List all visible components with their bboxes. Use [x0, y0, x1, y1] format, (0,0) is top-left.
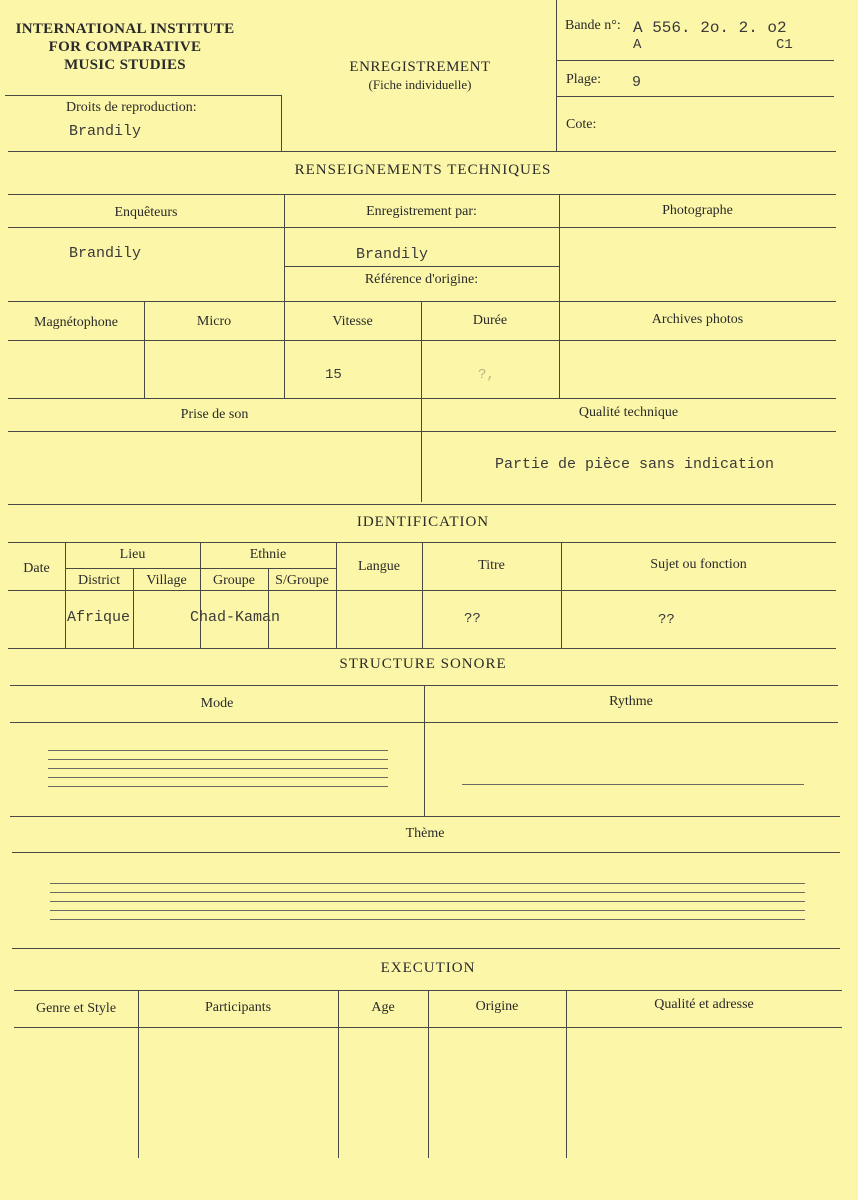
titre-value: ?? [464, 611, 481, 627]
divider [8, 590, 836, 591]
execution-section-title: EXECUTION [380, 960, 476, 976]
divider [566, 991, 567, 1158]
bande-value: A 556. 2o. 2. o2 [633, 19, 787, 37]
rythme-line [462, 784, 804, 785]
divider [424, 686, 425, 816]
theme-label: Thème [405, 826, 445, 841]
rights-value: Brandily [69, 123, 142, 140]
plage-label: Plage: [566, 72, 601, 87]
sujet-label: Sujet ou fonction [650, 557, 747, 572]
divider [336, 543, 337, 649]
divider [556, 96, 834, 97]
magnetophone-label: Magnétophone [34, 315, 118, 330]
sgroupe-label: S/Groupe [275, 573, 329, 588]
bande-value-a: A [633, 37, 642, 53]
duree-label: Durée [472, 313, 508, 328]
structure-section-title: STRUCTURE SONORE [339, 656, 507, 672]
divider [133, 569, 134, 649]
qualite-technique-label: Qualité technique [578, 405, 679, 420]
divider [284, 266, 559, 267]
divider [422, 543, 423, 649]
origine-label: Origine [475, 999, 519, 1014]
prise-de-son-label: Prise de son [180, 407, 249, 422]
divider [138, 991, 139, 1158]
village-label: Village [146, 573, 187, 588]
archives-label: Archives photos [651, 312, 744, 327]
divider [421, 302, 422, 502]
institute-name-line3: MUSIC STUDIES [64, 57, 186, 73]
divider [284, 302, 285, 398]
enqueteurs-label: Enquêteurs [114, 205, 178, 220]
rights-label: Droits de reproduction: [66, 100, 197, 115]
plage-value: 9 [632, 74, 642, 91]
genre-style-label: Genre et Style [35, 1001, 117, 1016]
titre-label: Titre [478, 558, 505, 573]
micro-label: Micro [196, 314, 232, 329]
rythme-label: Rythme [609, 694, 653, 709]
mode-label: Mode [200, 696, 234, 711]
institute-name-line1: INTERNATIONAL INSTITUTE [15, 21, 235, 37]
divider [8, 301, 836, 302]
lieu-label: Lieu [119, 547, 146, 562]
bande-value-c1: C1 [776, 37, 793, 53]
ethnie-label: Ethnie [249, 547, 287, 562]
divider [8, 151, 836, 152]
divider [14, 1027, 842, 1028]
qualite-adresse-label: Qualité et adresse [654, 997, 754, 1012]
participants-label: Participants [204, 1000, 272, 1015]
divider [561, 543, 562, 649]
divider [8, 504, 836, 505]
divider [428, 991, 429, 1158]
cote-label: Cote: [566, 117, 597, 132]
divider [8, 340, 836, 341]
sujet-value: ?? [658, 612, 675, 628]
form-title: ENREGISTREMENT [349, 59, 491, 75]
district-value: Afrique [67, 609, 131, 626]
enregistrement-label: Enregistrement par: [366, 204, 477, 219]
bande-label: Bande n°: [565, 18, 621, 33]
reference-label: Référence d'origine: [364, 272, 479, 287]
divider [556, 0, 557, 152]
identification-section-title: IDENTIFICATION [356, 514, 490, 530]
divider [10, 816, 840, 817]
divider [65, 543, 66, 649]
divider [8, 194, 836, 195]
divider [8, 398, 836, 399]
divider [12, 852, 840, 853]
langue-label: Langue [358, 559, 400, 574]
divider [5, 95, 281, 96]
qualite-technique-value: Partie de pièce sans indication [495, 456, 775, 473]
divider [559, 302, 560, 398]
enqueteurs-value: Brandily [69, 245, 142, 262]
divider [281, 95, 282, 151]
vitesse-label: Vitesse [332, 314, 373, 329]
divider [559, 194, 560, 302]
age-label: Age [371, 1000, 395, 1015]
groupe-label: Groupe [213, 573, 255, 588]
divider [338, 991, 339, 1158]
duree-value: ?, [478, 367, 495, 383]
enregistrement-value: Brandily [356, 246, 429, 263]
divider [10, 722, 838, 723]
form-subtitle: (Fiche individuelle) [368, 77, 472, 92]
divider [8, 227, 836, 228]
photographe-label: Photographe [662, 203, 733, 218]
vitesse-value: 15 [325, 367, 342, 383]
divider [556, 60, 834, 61]
divider [144, 302, 145, 398]
institute-name-line2: FOR COMPARATIVE [48, 39, 202, 55]
divider [200, 543, 201, 649]
groupe-value: Chad-Kaman [190, 609, 281, 626]
divider [8, 648, 836, 649]
district-label: District [78, 573, 120, 588]
technical-section-title: RENSEIGNEMENTS TECHNIQUES [294, 162, 552, 178]
divider [8, 431, 836, 432]
divider [12, 948, 840, 949]
date-label: Date [23, 561, 50, 576]
